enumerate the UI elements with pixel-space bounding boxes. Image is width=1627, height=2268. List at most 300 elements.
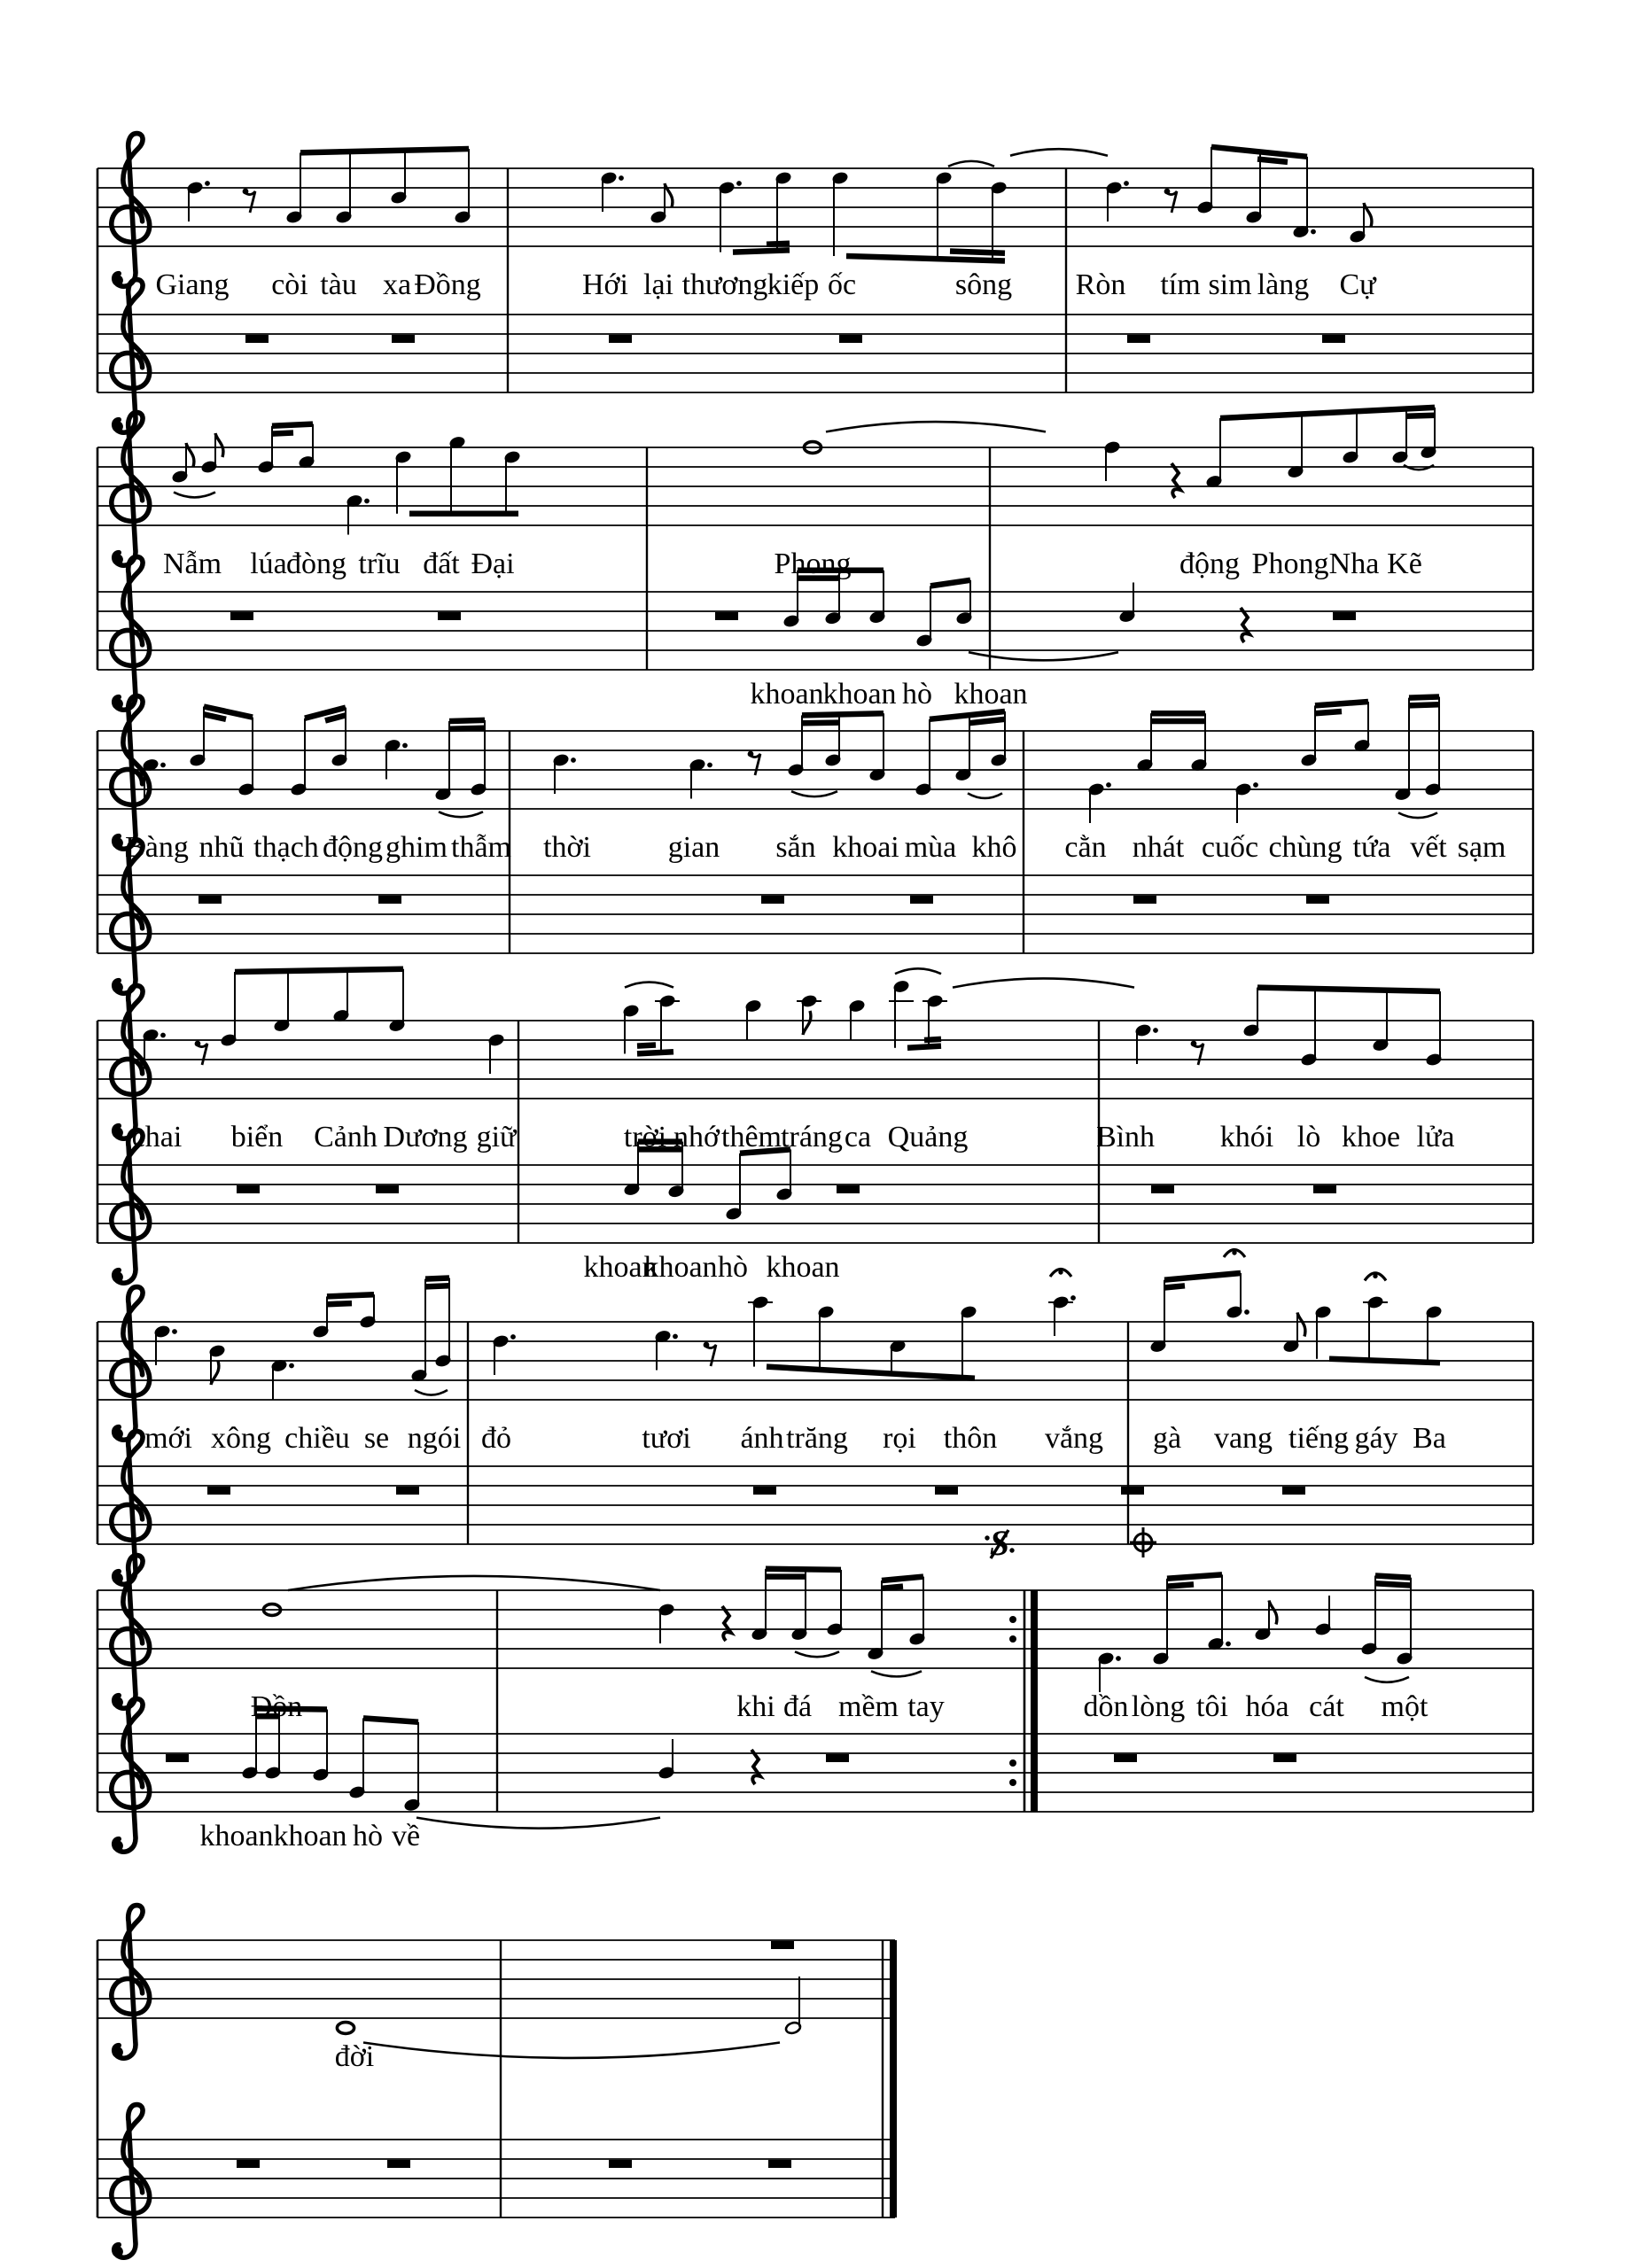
eighth-flag: [211, 1361, 219, 1385]
rest-rect: [715, 612, 738, 620]
lyric-word: dồn: [1083, 1690, 1129, 1723]
lyric-word: vết: [1410, 831, 1447, 864]
treble-clef-icon: [112, 134, 150, 287]
beam: [1167, 1584, 1194, 1586]
chorus-staff: [207, 1487, 1305, 1495]
beam: [1257, 988, 1440, 991]
lyric-word: lò: [1296, 1121, 1321, 1153]
augmentation-dot: [289, 1363, 294, 1369]
beam: [272, 424, 313, 426]
lyric-word: xa: [382, 268, 412, 301]
lyric-word: tím: [1160, 268, 1201, 301]
lyric-word: Quảng: [887, 1121, 969, 1153]
lyric-word: giữ: [476, 1121, 517, 1153]
treble-clef-icon: [112, 1287, 150, 1441]
lyric-word: tứa: [1352, 831, 1391, 864]
final-barline-thick: [890, 1940, 897, 2218]
chorus-staff: [245, 335, 1345, 343]
lyric-word: khói: [1219, 1121, 1274, 1153]
beam: [327, 1303, 352, 1304]
lyric-word: lòng: [1131, 1690, 1186, 1723]
eighth-rest: [245, 191, 255, 213]
augmentation-dot: [707, 763, 712, 768]
rest-rect: [376, 1185, 399, 1193]
rest-rect: [826, 1754, 849, 1762]
lyric-word: biển: [230, 1121, 284, 1153]
tie-slur: [439, 812, 483, 817]
beam: [733, 250, 790, 252]
rest-rect: [609, 335, 632, 343]
augmentation-dot: [1124, 181, 1129, 186]
lyric-line: [132, 1121, 1455, 1153]
lyric-line: [125, 831, 1506, 864]
rest-rect: [1306, 896, 1329, 904]
beam: [802, 723, 839, 724]
lyric-word: ốc: [827, 268, 857, 301]
augmentation-dot: [1226, 1642, 1231, 1647]
tie-slur: [363, 2043, 780, 2058]
beam: [882, 1577, 923, 1581]
lyric-word: Nha: [1328, 548, 1380, 580]
clef-dot: [113, 698, 123, 709]
rest-rect: [761, 896, 784, 904]
melody-staff: [186, 147, 1371, 261]
lyric-word: Đồng: [414, 268, 481, 301]
beam: [1220, 408, 1435, 418]
clef-dot: [113, 1573, 123, 1583]
system: [97, 134, 1533, 433]
lyric-word: nhát: [1132, 831, 1185, 864]
clef-dot: [113, 2246, 123, 2256]
rest-rect: [1313, 1185, 1336, 1193]
lyric-line: [155, 268, 1377, 301]
augmentation-dot: [1106, 782, 1111, 788]
lyric-word: khoan: [583, 1251, 658, 1284]
beam: [767, 1367, 975, 1379]
lyric-word: cằn: [1064, 831, 1107, 864]
clef-dot: [113, 1840, 123, 1851]
repeat-dot: [1009, 1759, 1016, 1767]
beam: [204, 714, 226, 719]
beam: [425, 1285, 449, 1286]
lyric-word: thời: [543, 831, 591, 864]
repeat-dot: [1009, 1635, 1016, 1643]
augmentation-dot: [673, 1334, 678, 1340]
beam: [767, 244, 790, 245]
augmentation-dot: [571, 757, 576, 763]
lyric-word: trăng: [786, 1422, 848, 1455]
repeat-dot: [1009, 1779, 1016, 1786]
lyric-word: lửa: [1416, 1121, 1455, 1153]
tie-slur: [1365, 1677, 1409, 1682]
augmentation-dot: [1311, 229, 1316, 235]
tie-slur: [415, 1390, 448, 1395]
rest-rect: [378, 896, 401, 904]
augmentation-dot: [205, 181, 210, 186]
beam: [1164, 1285, 1185, 1287]
rest-rect: [230, 612, 253, 620]
lyric-word: đòng: [286, 548, 346, 580]
lyric-word: lúa: [250, 548, 287, 580]
tie-slur: [791, 791, 837, 796]
augmentation-dot: [736, 181, 742, 186]
lyric-word: thương: [681, 268, 768, 301]
beam: [1315, 702, 1368, 705]
rest-rect: [1273, 1754, 1296, 1762]
lyric-word: sim: [1208, 268, 1252, 301]
clef-dot: [113, 1697, 123, 1707]
treble-clef-icon: [112, 1906, 150, 2059]
beam: [363, 1718, 418, 1721]
rest-rect: [237, 2160, 260, 2168]
clef-dot: [113, 554, 123, 564]
melody-staff: [263, 1523, 1413, 1692]
tie-slur: [895, 968, 941, 974]
lyric-line: [163, 548, 1422, 580]
tie-slur: [625, 983, 673, 988]
lyric-line: [251, 1690, 1428, 1723]
repeat-barline-thick: [1031, 1590, 1038, 1812]
eighth-rest: [751, 754, 760, 775]
clef-dot: [113, 2047, 123, 2057]
lyric-word: vắng: [1044, 1422, 1104, 1455]
lyric-word: tiếng: [1288, 1422, 1349, 1455]
clef-dot: [113, 421, 123, 431]
beam: [969, 719, 1005, 723]
eighth-rest: [1167, 191, 1177, 213]
tie-slur: [969, 652, 1118, 660]
system: [97, 408, 1533, 711]
melody-staff: [337, 1941, 801, 2058]
augmentation-dot: [619, 175, 624, 181]
rest-rect: [1151, 1185, 1174, 1193]
beam: [637, 1045, 656, 1046]
lyric-word: ghim: [385, 831, 448, 864]
tie-slur: [1398, 812, 1437, 818]
beam: [924, 1039, 941, 1040]
lyric-word: cuốc: [1201, 831, 1259, 864]
system: [97, 1523, 1533, 1852]
lyric-word: trời: [623, 1121, 667, 1153]
rest-rect: [1114, 1754, 1137, 1762]
rest-rect: [753, 1487, 776, 1495]
eighth-flag: [665, 183, 673, 207]
lyric-word: kiếp: [767, 268, 820, 301]
lyric-word: một: [1381, 1690, 1428, 1723]
treble-clef-path: [112, 413, 150, 566]
lyric-word: sạm: [1457, 831, 1506, 864]
lyric-word: mùa: [904, 831, 957, 864]
fermata-dot: [1232, 1250, 1236, 1254]
lyric-word: động: [1179, 548, 1240, 580]
beam: [930, 580, 970, 586]
lyric-word: Đồn: [250, 1690, 303, 1723]
lyric-word: gà: [1152, 1422, 1182, 1455]
eighth-flag: [1364, 203, 1372, 227]
lyric-word: tay: [907, 1690, 945, 1723]
lyric-word: khoai: [832, 831, 899, 864]
lyric-word: Nẫm: [162, 548, 222, 580]
augmentation-dot: [1153, 1028, 1158, 1033]
tie-slur: [871, 1671, 922, 1676]
quarter-rest: [1241, 608, 1249, 642]
beam: [1375, 1583, 1411, 1585]
beam: [766, 1569, 841, 1570]
beam: [1257, 159, 1288, 162]
lyric-word: lại: [643, 268, 673, 301]
treble-clef-icon: [112, 413, 150, 566]
augmentation-dot: [402, 743, 408, 749]
eighth-rest: [198, 1044, 207, 1065]
augmentation-dot: [1244, 1309, 1249, 1315]
tie-slur: [288, 1576, 660, 1590]
rest-rect: [237, 1185, 260, 1193]
beam: [272, 433, 293, 434]
treble-clef-path: [112, 557, 150, 711]
rest-rect: [910, 896, 933, 904]
rest-rect: [199, 896, 222, 904]
melody-staff: [171, 408, 1436, 535]
lyric-word: làng: [1257, 268, 1310, 301]
lyric-word: Hới: [582, 268, 628, 301]
lyric-word: nhũ: [199, 831, 245, 864]
lyric-word: khoan: [643, 1251, 718, 1284]
rest-rect: [771, 1941, 794, 1949]
lyric-word: vang: [1213, 1422, 1273, 1455]
beam: [1409, 697, 1439, 698]
chorus-lyric-line: [583, 1251, 839, 1284]
rest-rect: [1133, 896, 1156, 904]
beam: [882, 1587, 903, 1588]
eighth-flag: [215, 433, 223, 457]
beam: [425, 1278, 449, 1279]
eighth-flag: [803, 1011, 811, 1035]
whole-note: [337, 2023, 354, 2034]
tie-slur: [1010, 149, 1108, 156]
eighth-rest: [1194, 1044, 1203, 1065]
rest-rect: [387, 2160, 410, 2168]
lyric-word: khoan: [199, 1820, 274, 1852]
chorus-staff: [237, 2160, 791, 2168]
lyric-line: [144, 1422, 1446, 1455]
chorus-staff: [199, 896, 1329, 904]
chorus-lyric-line: [750, 678, 1027, 711]
lyric-word: thạch: [253, 831, 319, 864]
tie-slur: [953, 978, 1134, 987]
treble-clef-icon: [112, 557, 150, 711]
lyric-word: nhớ: [673, 1121, 720, 1153]
lyric-word: Phong: [774, 548, 852, 580]
augmentation-dot: [160, 763, 166, 768]
eighth-flag: [1297, 1313, 1305, 1337]
beam: [1164, 1273, 1241, 1280]
beam: [907, 1046, 941, 1048]
clef-dot: [113, 1127, 123, 1138]
lyric-word: Cự: [1339, 268, 1376, 301]
lyric-word: tráng: [781, 1121, 843, 1153]
fermata-dot: [1373, 1274, 1377, 1278]
lyric-word: khoan: [954, 678, 1028, 711]
system: [97, 1250, 1533, 1585]
lyric-word: thẫm: [451, 831, 511, 864]
lyric-word: Cảnh: [314, 1121, 378, 1153]
treble-clef-icon: [112, 1699, 150, 1852]
lyric-word: động: [323, 831, 383, 864]
lyric-word: xông: [211, 1422, 271, 1455]
rest-rect: [1282, 1487, 1305, 1495]
treble-clef-icon: [112, 2105, 150, 2258]
eighth-flag: [1269, 1601, 1277, 1625]
system: [97, 1906, 897, 2258]
lyric-word: se: [363, 1422, 390, 1455]
treble-clef-path: [112, 1699, 150, 1852]
eighth-rest: [706, 1345, 716, 1366]
chorus-lyric-line: [199, 1820, 420, 1852]
rest-rect: [768, 2160, 791, 2168]
rest-rect: [1322, 335, 1345, 343]
lyric-word: đá: [782, 1690, 813, 1723]
clef-dot: [113, 275, 123, 285]
lyric-word: chùng: [1268, 831, 1343, 864]
lyric-word: chai: [131, 1121, 183, 1153]
beam: [637, 1052, 673, 1053]
beam: [1329, 1359, 1440, 1363]
lyric-word: Bàng: [125, 831, 189, 864]
segno-icon: [985, 1523, 1014, 1563]
treble-clef-path: [112, 134, 150, 287]
beam: [802, 713, 884, 715]
lyric-word: Bình: [1095, 1121, 1156, 1153]
tie-slur: [948, 161, 994, 167]
beam: [300, 149, 469, 152]
augmentation-dot: [1070, 1295, 1076, 1301]
rest-rect: [438, 612, 461, 620]
lyric-word: về: [391, 1820, 421, 1852]
rest-rect: [392, 335, 415, 343]
lyric-word: hò: [902, 678, 932, 711]
treble-clef-path: [112, 280, 150, 433]
beam: [1375, 1576, 1411, 1578]
tie-slur: [174, 493, 215, 498]
beam: [235, 969, 403, 972]
tie-slur: [968, 793, 1002, 798]
lyric-word: hò: [353, 1820, 383, 1852]
clef-dot: [113, 1271, 123, 1282]
lyric-word: sông: [954, 268, 1013, 301]
treble-clef-icon: [112, 280, 150, 433]
beam: [449, 728, 485, 729]
lyric-word: khoan: [750, 678, 824, 711]
lyric-word: trĩu: [358, 548, 401, 580]
lyric-word: thêm: [721, 1121, 782, 1153]
lyric-word: ngói: [407, 1422, 462, 1455]
lyric-word: đời: [334, 2040, 375, 2073]
rest-rect: [839, 335, 862, 343]
lyric-word: Ròn: [1075, 268, 1126, 301]
lyric-word: ánh: [740, 1422, 784, 1455]
beam: [325, 715, 346, 720]
augmentation-dot: [510, 1334, 516, 1340]
rest-rect: [396, 1487, 419, 1495]
rest-rect: [935, 1487, 958, 1495]
lyric-word: khoe: [1341, 1121, 1401, 1153]
beam: [1409, 704, 1439, 705]
repeat-dot: [1009, 1616, 1016, 1623]
lyric-word: chiều: [284, 1422, 350, 1455]
lyric-word: Dương: [383, 1121, 468, 1153]
lyric-line: [335, 2040, 374, 2073]
tie-slur: [416, 1818, 660, 1829]
beam: [327, 1294, 374, 1296]
lyric-word: mới: [144, 1422, 192, 1455]
rest-rect: [1121, 1487, 1144, 1495]
lyric-word: gáy: [1354, 1422, 1398, 1455]
lyric-word: tàu: [320, 268, 357, 301]
system: [97, 968, 1533, 1284]
clef-dot: [113, 1428, 123, 1439]
lyric-word: Đại: [471, 548, 515, 580]
lyric-word: thôn: [943, 1422, 998, 1455]
quarter-rest: [1172, 463, 1180, 498]
lyric-word: đỏ: [481, 1422, 511, 1455]
eighth-flag: [186, 443, 194, 467]
lyric-word: hóa: [1245, 1690, 1289, 1723]
lyric-word: khoan: [766, 1251, 840, 1284]
clef-dot: [113, 837, 123, 848]
segno-s: S: [989, 1523, 1010, 1563]
lyric-word: tươi: [642, 1422, 691, 1455]
beam: [950, 252, 1005, 253]
treble-clef-path: [112, 1906, 150, 2059]
lyric-word: Kẽ: [1387, 548, 1422, 580]
lyric-word: ca: [844, 1121, 872, 1153]
rest-rect: [166, 1754, 189, 1762]
augmentation-dot: [1253, 782, 1258, 788]
lyric-word: Phong: [1251, 548, 1329, 580]
lyric-word: Ba: [1413, 1422, 1446, 1455]
beam: [846, 256, 1005, 261]
rest-rect: [1127, 335, 1150, 343]
lyric-word: khô: [971, 831, 1017, 864]
beam: [449, 720, 485, 721]
lyric-word: Giang: [155, 268, 230, 301]
lyric-word: khoan: [273, 1820, 347, 1852]
rest-rect: [1333, 612, 1356, 620]
melody-staff: [142, 697, 1441, 824]
chorus-staff: [230, 571, 1356, 661]
system: [97, 696, 1533, 994]
beam: [1167, 1574, 1222, 1578]
rest-rect: [207, 1487, 230, 1495]
clef-dot: [113, 982, 123, 992]
quarter-rest: [722, 1606, 731, 1641]
lyric-word: còi: [271, 268, 308, 301]
lyric-word: khi: [736, 1690, 775, 1723]
fermata-dot: [1058, 1270, 1063, 1274]
augmentation-dot: [172, 1329, 177, 1334]
quarter-rest: [751, 1750, 760, 1784]
lyric-word: gian: [667, 831, 720, 864]
rest-rect: [245, 335, 269, 343]
rest-rect: [837, 1185, 860, 1193]
coda-icon: [1130, 1527, 1156, 1557]
lyric-word: cát: [1309, 1690, 1344, 1723]
lyric-word: đất: [423, 548, 460, 580]
augmentation-dot: [160, 1033, 166, 1038]
treble-clef-path: [112, 1287, 150, 1441]
augmentation-dot: [1116, 1656, 1121, 1661]
tie-slur: [826, 422, 1046, 431]
